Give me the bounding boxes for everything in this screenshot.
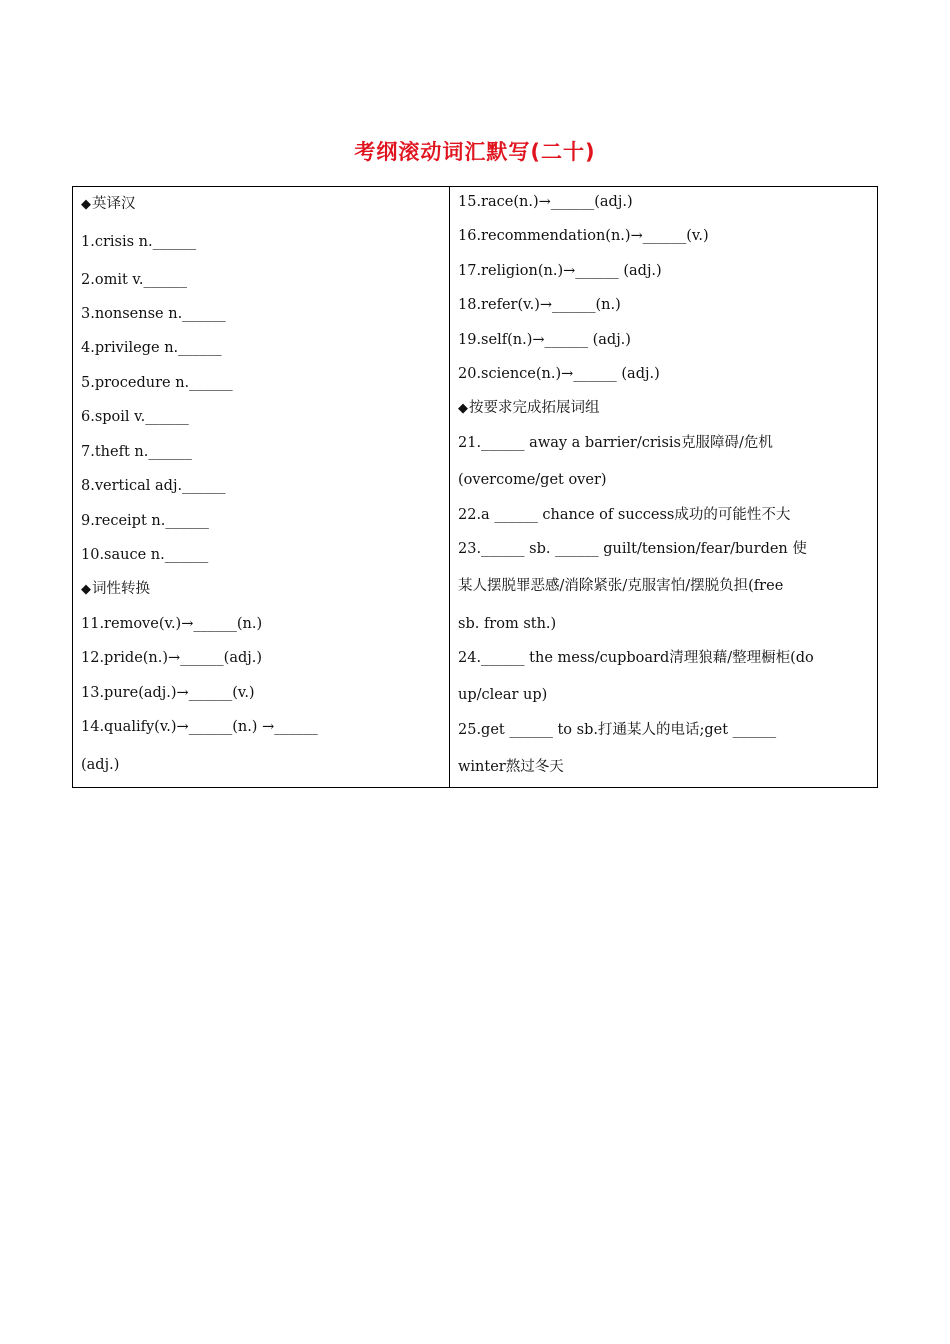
question-item: 19.self(n.)→______ (adj.): [458, 332, 631, 348]
question-item: 23.______ sb. ______ guilt/tension/fear/burden 使: [458, 541, 807, 557]
question-item: 4.privilege n.______: [81, 340, 222, 356]
question-item: 22.a ______ chance of success成功的可能性不大: [458, 507, 791, 523]
question-item: 3.nonsense n.______: [81, 306, 226, 322]
question-item: 24.______ the mess/cupboard清理狼藉/整理橱柜(do: [458, 650, 814, 666]
question-item-continuation: (overcome/get over): [458, 472, 607, 488]
question-item: 2.omit v.______: [81, 272, 187, 288]
question-item-continuation: 某人摆脱罪恶感/消除紧张/克服害怕/摆脱负担(free: [458, 578, 784, 594]
question-item: 11.remove(v.)→______(n.): [81, 616, 263, 632]
question-item: 12.pride(n.)→______(adj.): [81, 650, 263, 666]
question-item-continuation: winter熬过冬天: [458, 759, 564, 775]
section-heading-label: 按要求完成拓展词组: [469, 400, 600, 416]
question-item-continuation: (adj.): [81, 757, 120, 773]
question-item-continuation: up/clear up): [458, 687, 548, 703]
question-item: 25.get ______ to sb.打通某人的电话;get ______: [458, 722, 777, 738]
question-item: 15.race(n.)→______(adj.): [458, 194, 633, 210]
question-item: 9.receipt n.______: [81, 513, 209, 529]
question-item: 10.sauce n.______: [81, 547, 209, 563]
question-item: 8.vertical adj.______: [81, 478, 226, 494]
section-heading-label: 英译汉: [92, 196, 136, 212]
question-item: 16.recommendation(n.)→______(v.): [458, 228, 709, 244]
question-item: 17.religion(n.)→______ (adj.): [458, 263, 662, 279]
question-item: 14.qualify(v.)→______(n.) →______: [81, 719, 318, 735]
worksheet-table: [72, 186, 878, 788]
section-heading-translation: [81, 194, 441, 215]
question-item: 7.theft n.______: [81, 444, 192, 460]
question-item: 18.refer(v.)→______(n.): [458, 297, 621, 313]
question-item: 6.spoil v.______: [81, 409, 189, 425]
question-item: 1.crisis n.______: [81, 234, 197, 250]
diamond-icon: ◆: [81, 582, 91, 597]
question-item: 5.procedure n.______: [81, 375, 233, 391]
diamond-icon: ◆: [81, 197, 91, 212]
section-heading-label: 词性转换: [92, 581, 150, 597]
section-heading-conversion: [81, 579, 441, 600]
section-heading-phrases: [458, 398, 871, 419]
diamond-icon: ◆: [458, 401, 468, 416]
question-item: 21.______ away a barrier/crisis克服障碍/危机: [458, 435, 773, 451]
question-item: 13.pure(adj.)→______(v.): [81, 685, 255, 701]
page-title: 考纲滚动词汇默写(二十): [354, 140, 596, 164]
column-divider: [449, 187, 450, 787]
question-item-continuation: sb. from sth.): [458, 616, 557, 632]
question-item: 20.science(n.)→______ (adj.): [458, 366, 660, 382]
